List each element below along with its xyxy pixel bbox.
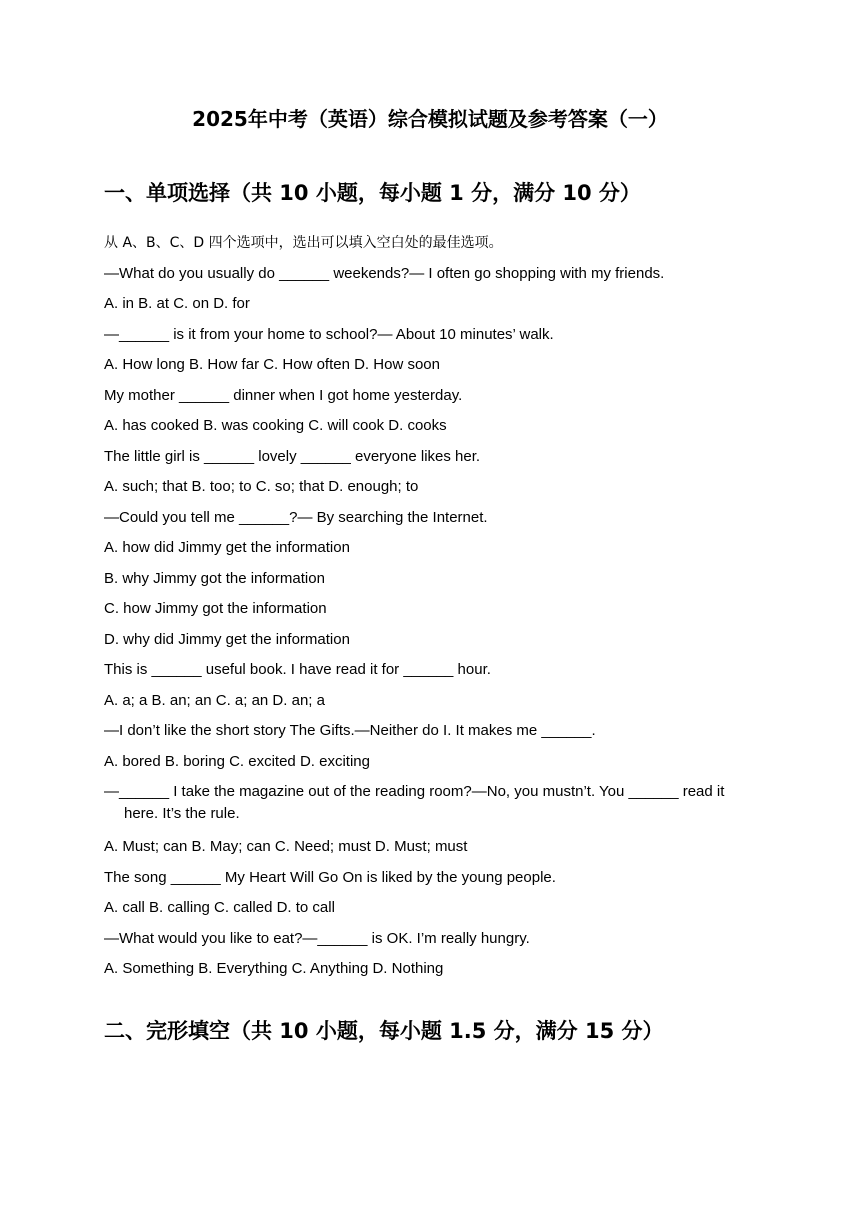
question-2: —______ is it from your home to school?— About 10 minutes’ walk. (104, 325, 554, 343)
question-8-options: A. Must; can B. May; can C. Need; must D. Must; must (104, 838, 468, 855)
question-9-options: A. call B. calling C. called D. to call (104, 899, 335, 916)
question-1: —What do you usually do ______ weekends?— I often go shopping with my friends. (104, 264, 665, 282)
document-title: 2025年中考（英语）综合模拟试题及参考答案（一） (192, 107, 668, 131)
section-1-instruction: 从 A、B、C、D 四个选项中，选出可以填入空白处的最佳选项。 (104, 235, 503, 251)
question-4-options: A. such; that B. too; to C. so; that D. enough; to (104, 478, 419, 495)
question-8: —______ I take the magazine out of the reading room?—No, you mustn’t. You ______ read it here. It’s the rule. (104, 783, 725, 822)
question-10-options: A. Something B. Everything C. Anything D. Nothing (104, 960, 444, 977)
question-10: —What would you like to eat?—______ is OK. I’m really hungry. (104, 929, 530, 947)
question-7: —I don’t like the short story The Gifts.—Neither do I. It makes me ______. (104, 722, 596, 739)
question-6-options: A. a; a B. an; an C. a; an D. an; a (104, 691, 325, 709)
question-5-option-b: B. why Jimmy got the information (104, 569, 325, 587)
question-5-option-c: C. how Jimmy got the information (104, 600, 327, 617)
section-1-body (104, 230, 756, 987)
question-5: —Could you tell me ______?— By searching the Internet. (104, 508, 488, 526)
section-1-heading: 一、单项选择（共 10 小题，每小题 1 分，满分 10 分） (104, 181, 641, 205)
question-7-options: A. bored B. boring C. excited D. exciting (104, 752, 370, 770)
question-9: The song ______ My Heart Will Go On is liked by the young people. (104, 868, 556, 886)
question-3-options: A. has cooked B. was cooking C. will cook D. cooks (104, 417, 447, 434)
question-1-options: A. in B. at C. on D. for (104, 295, 250, 312)
question-6: This is ______ useful book. I have read it for ______ hour. (104, 661, 491, 678)
question-3: My mother ______ dinner when I got home yesterday. (104, 386, 463, 404)
question-5-option-d: D. why did Jimmy get the information (104, 630, 350, 648)
section-2-heading: 二、完形填空（共 10 小题，每小题 1.5 分，满分 15 分） (104, 1019, 664, 1043)
question-2-options: A. How long B. How far C. How often D. How soon (104, 356, 440, 373)
question-5-option-a: A. how did Jimmy get the information (104, 539, 350, 556)
question-4: The little girl is ______ lovely ______ everyone likes her. (104, 447, 481, 465)
